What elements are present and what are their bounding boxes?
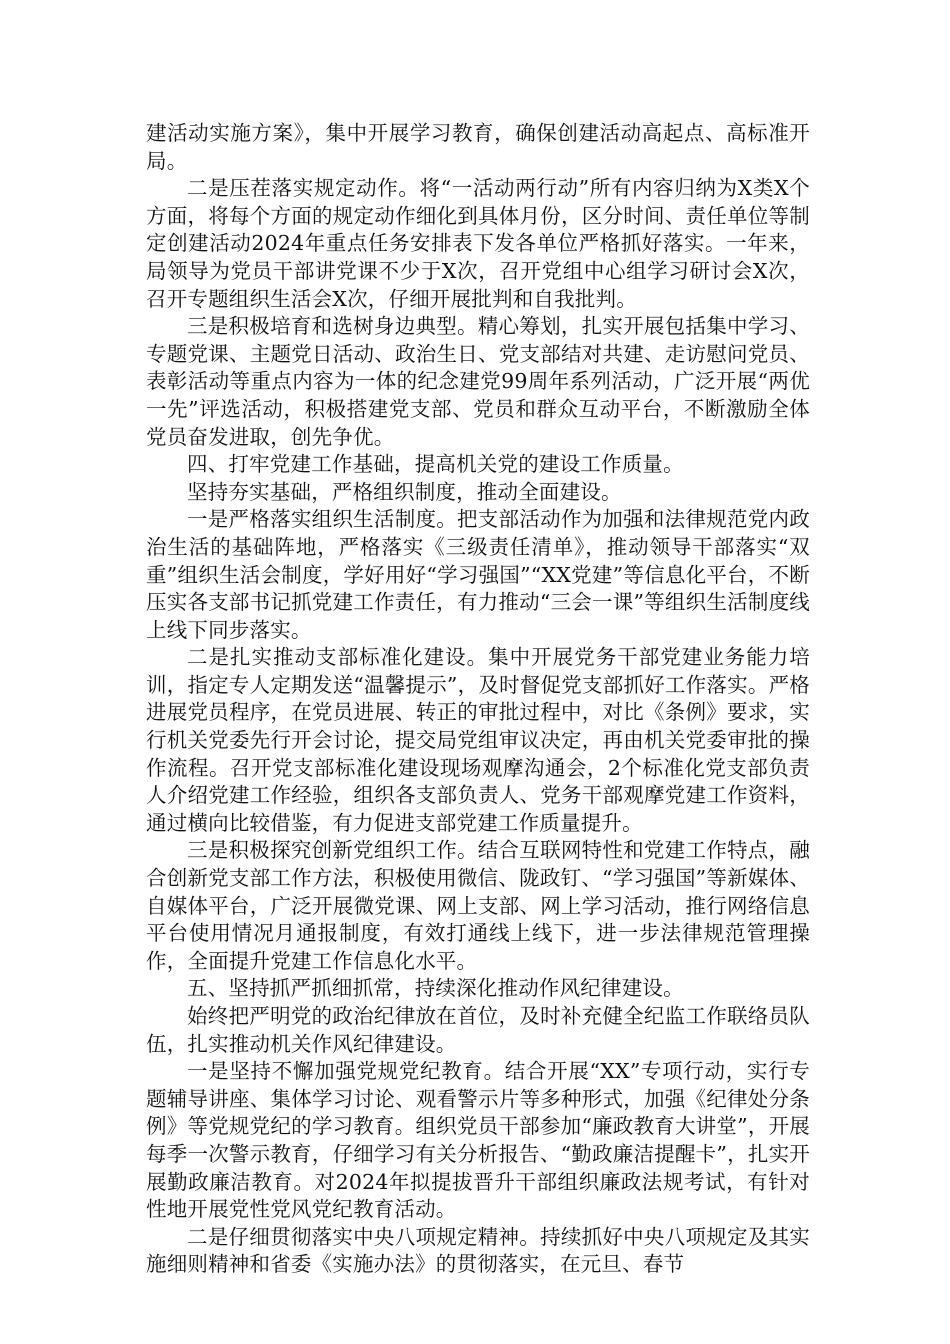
paragraph: 二是扎实推动支部标准化建设。集中开展党务干部党建业务能力培训，指定专人定期发送“温馨提示”，及时督促党支部抓好工作落实。严格进展党员程序，在党员进展、转正的审批过程中，对比《条例》要求，实行机关党委先行开会讨论，提交局党组审议决定，再由机关党委审批的操作流程。召开党支部标准化建设现场观摩沟通会，2个标准化党支部负责人介绍党建工作经验，组织各支部负责人、党务干部观摩党建工作资料，通过横向比较借鉴，有力促进支部党建工作质量提升。 bbox=[146, 645, 810, 835]
paragraph: 三是积极培育和选树身边典型。精心筹划，扎实开展包括集中学习、专题党课、主题党日活动、政治生日、党支部结对共建、走访慰问党员、表彰活动等重点内容为一体的纪念建党99周年系列活动，广泛开展“两优一先”评选活动，积极搭建党支部、党员和群众互动平台，不断激励全体党员奋发进取，创先争优。 bbox=[146, 314, 810, 449]
paragraph: 建活动实施方案》，集中开展学习教育，确保创建活动高起点、高标准开局。 bbox=[146, 121, 810, 173]
paragraph: 二是仔细贯彻落实中央八项规定精神。持续抓好中央八项规定及其实施细则精神和省委《实施办法》的贯彻落实，在元旦、春节 bbox=[146, 1224, 810, 1277]
paragraph: 三是积极探究创新党组织工作。结合互联网特性和党建工作特点，融合创新党支部工作方法，积极使用微信、陇政钉、“学习强国”等新媒体、自媒体平台，广泛开展微党课、网上支部、网上学习活动，推行网络信息平台使用情况月通报制度，有效打通线上线下，进一步法律规范管理操作，全面提升党建工作信息化水平。 bbox=[146, 838, 810, 973]
section-heading: 五、坚持抓严抓细抓常，持续深化推动作风纪律建设。 bbox=[187, 976, 684, 1001]
section-heading: 四、打牢党建工作基础，提高机关党的建设工作质量。 bbox=[187, 452, 684, 477]
paragraph: 一是严格落实组织生活制度。把支部活动作为加强和法律规范党内政治生活的基础阵地，严格落实《三级责任清单》，推动领导干部落实“双重”组织生活会制度，学好用好“学习强国”“XX党建”等信息化平台，不断压实各支部书记抓党建工作责任，有力推动“三会一课”等组织生活制度线上线下同步落实。 bbox=[146, 507, 810, 642]
document-body bbox=[146, 120, 810, 1279]
paragraph: 二是压茬落实规定动作。将“一活动两行动”所有内容归纳为X类X个方面，将每个方面的规定动作细化到具体月份，区分时间、责任单位等制定创建活动2024年重点任务安排表下发各单位严格抓好落实。一年来，局领导为党员干部讲党课不少于X次，召开党组中心组学习研讨会X次，召开专题组织生活会X次，仔细开展批判和自我批判。 bbox=[146, 176, 810, 311]
paragraph: 始终把严明党的政治纪律放在首位，及时补充健全纪监工作联络员队伍，扎实推动机关作风纪律建设。 bbox=[146, 1004, 810, 1056]
paragraph: 一是坚持不懈加强党规党纪教育。结合开展“XX”专项行动，实行专题辅导讲座、集体学习讨论、观看警示片等多种形式，加强《纪律处分条例》等党规党纪的学习教育。组织党员干部参加“廉政教育大讲堂”，开展每季一次警示教育，仔细学习有关分析报告、“勤政廉洁提醒卡”，扎实开展勤政廉洁教育。对2024年拟提拔晋升干部组织廉政法规考试，有针对性地开展党性党风党纪教育活动。 bbox=[146, 1059, 810, 1222]
paragraph: 坚持夯实基础，严格组织制度，推动全面建设。 bbox=[187, 479, 622, 504]
